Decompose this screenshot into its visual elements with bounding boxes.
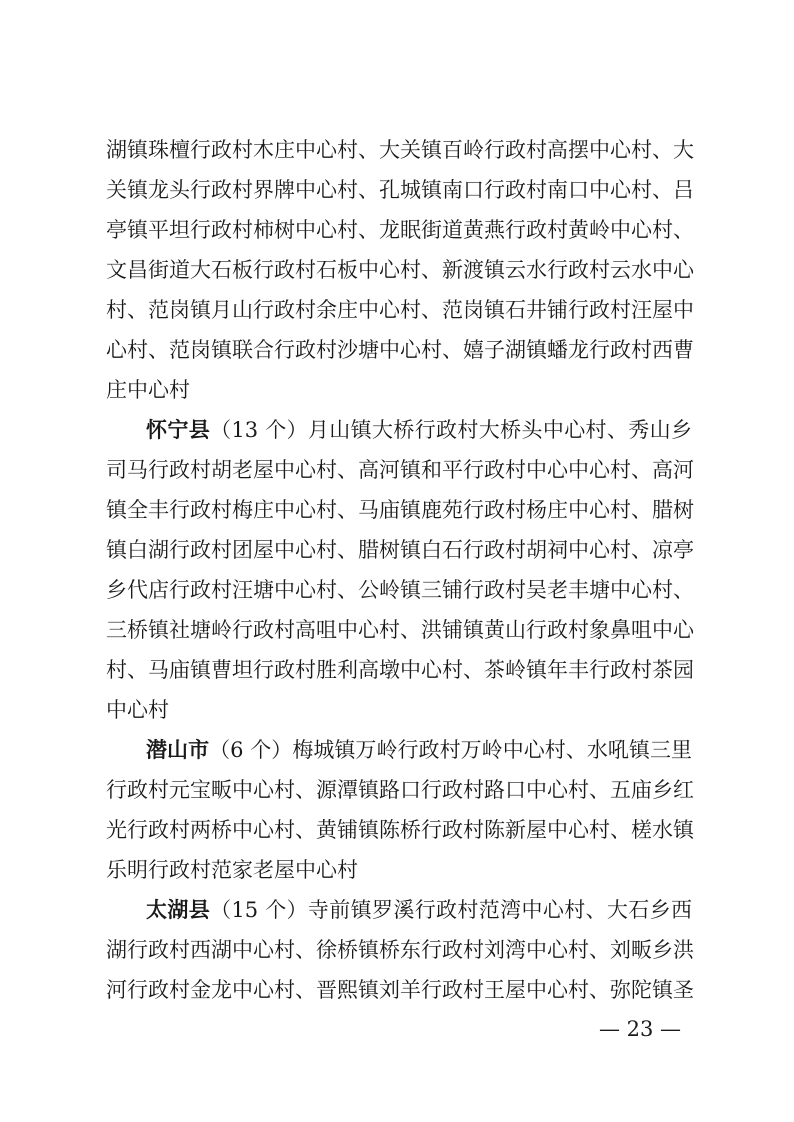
county-name: 潜山市 bbox=[146, 738, 210, 762]
text-line: 湖镇珠檀行政村木庄中心村、大关镇百岭行政村高摆中心村、大 bbox=[106, 138, 694, 162]
text-line: 乡代店行政村汪塘中心村、公岭镇三铺行政村吴老丰塘中心村、 bbox=[106, 578, 694, 602]
county-name: 太湖县 bbox=[146, 898, 211, 922]
text-line: 镇白湖行政村团屋中心村、腊树镇白石行政村胡祠中心村、凉亭 bbox=[106, 538, 694, 562]
text-line: 村、马庙镇曹坦行政村胜利高墩中心村、茶岭镇年丰行政村茶园 bbox=[106, 658, 694, 682]
text-segment: （6 个）梅城镇万岭行政村万岭中心村、水吼镇三里 bbox=[209, 738, 692, 762]
text-line: 关镇龙头行政村界牌中心村、孔城镇南口行政村南口中心村、吕 bbox=[106, 178, 694, 202]
county-heading-line bbox=[146, 895, 692, 925]
text-line: 庄中心村 bbox=[106, 378, 190, 402]
text-line: 镇全丰行政村梅庄中心村、马庙镇鹿苑行政村杨庄中心村、腊树 bbox=[106, 498, 694, 522]
page-number: — 23 — bbox=[598, 1017, 682, 1041]
text-line: 文昌街道大石板行政村石板中心村、新渡镇云水行政村云水中心 bbox=[106, 258, 694, 282]
text-line: 乐明行政村范家老屋中心村 bbox=[106, 858, 358, 882]
text-segment: （13 个）月山镇大桥行政村大桥头中心村、秀山乡 bbox=[210, 418, 692, 442]
text-line: 亭镇平坦行政村柿树中心村、龙眠街道黄燕行政村黄岭中心村、 bbox=[106, 218, 694, 242]
text-line: 中心村 bbox=[106, 698, 169, 722]
text-segment: （15 个）寺前镇罗溪行政村范湾中心村、大石乡西 bbox=[210, 898, 692, 922]
text-line: 心村、范岗镇联合行政村沙塘中心村、嬉子湖镇蟠龙行政村西曹 bbox=[106, 338, 694, 362]
county-heading-line bbox=[146, 415, 692, 445]
text-line: 村、范岗镇月山行政村余庄中心村、范岗镇石井铺行政村汪屋中 bbox=[106, 298, 694, 322]
text-line: 三桥镇社塘岭行政村高咀中心村、洪铺镇黄山行政村象鼻咀中心 bbox=[106, 618, 694, 642]
text-line: 行政村元宝畈中心村、源潭镇路口行政村路口中心村、五庙乡红 bbox=[106, 778, 694, 802]
county-name: 怀宁县 bbox=[146, 418, 211, 442]
text-line: 湖行政村西湖中心村、徐桥镇桥东行政村刘湾中心村、刘畈乡洪 bbox=[106, 938, 694, 962]
text-line: 河行政村金龙中心村、晋熙镇刘羊行政村王屋中心村、弥陀镇圣 bbox=[106, 978, 694, 1002]
text-line: 光行政村两桥中心村、黄铺镇陈桥行政村陈新屋中心村、槎水镇 bbox=[106, 818, 694, 842]
county-heading-line bbox=[146, 735, 692, 765]
text-line: 司马行政村胡老屋中心村、高河镇和平行政村中心中心村、高河 bbox=[106, 458, 694, 482]
